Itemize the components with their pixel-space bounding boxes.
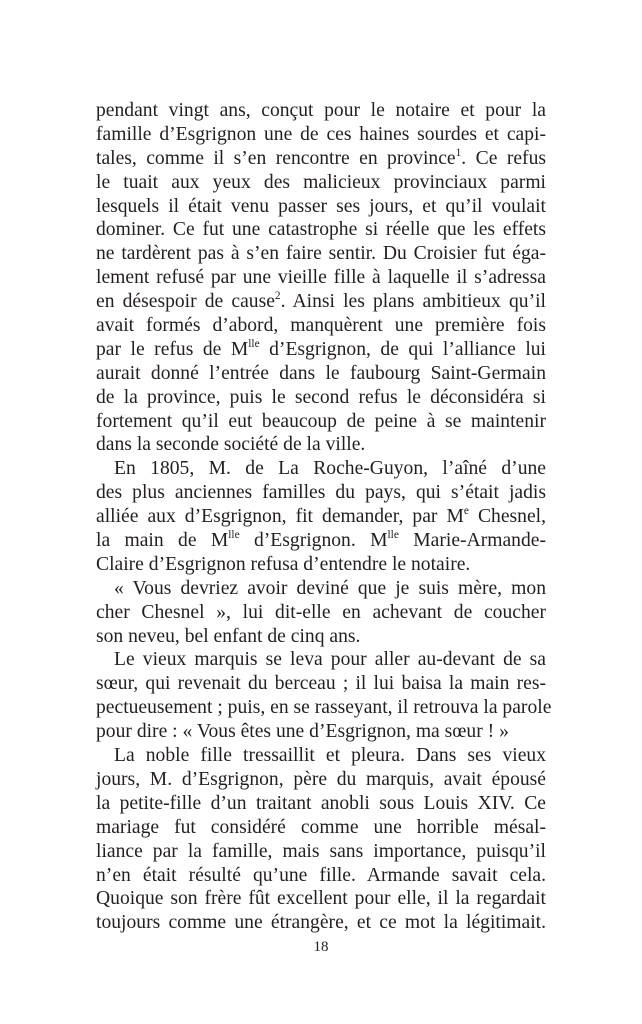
text-run: d’Esgrignon. M — [239, 530, 388, 552]
text-line — [96, 696, 552, 720]
text-run: par le refus de M — [96, 338, 249, 360]
text-run: pour dire : « Vous êtes une d’Esgrignon, ma sœur ! » — [96, 721, 509, 743]
text-run: liance par la famille, mais sans importance, puisqu’il — [96, 840, 546, 862]
text-run: dans la seconde société de la ville. — [96, 434, 366, 456]
text-line — [96, 864, 546, 888]
text-run: pectueusement ; puis, en se rasseyant, il retrouva la parole — [96, 697, 552, 719]
text-line — [96, 505, 546, 529]
text-line — [96, 672, 546, 696]
text-run: dominer. Ce fut une catastrophe si réelle que les effets — [96, 219, 546, 241]
text-run: des plus anciennes familles du pays, qui s’était jadis — [96, 482, 546, 504]
text-line — [96, 481, 546, 505]
text-run: de la province, puis le second refus le déconsidéra si — [96, 386, 546, 408]
text-line — [96, 457, 546, 481]
text-run: . Ce refus — [461, 147, 546, 169]
text-run: sœur, qui revenait du berceau ; il lui baisa la main res- — [96, 673, 546, 695]
text-line — [96, 195, 546, 219]
text-run: toujours comme une étrangère, et ce mot la légitimait. — [96, 912, 546, 934]
superscript: 2 — [274, 289, 281, 302]
text-line — [96, 290, 546, 314]
text-run: Marie-Armande- — [398, 530, 546, 552]
text-line — [96, 887, 546, 911]
text-line — [96, 171, 546, 195]
text-line — [96, 768, 546, 792]
text-line — [96, 242, 546, 266]
text-line — [96, 577, 546, 601]
text-run: tales, comme il s’en rencontre en province — [96, 147, 456, 169]
text-run: Quoique son frère fût excellent pour elle, il la regardait — [96, 888, 546, 910]
text-run: lement refusé par une vieille fille à laquelle il s’adressa — [96, 267, 546, 289]
text-line — [96, 99, 546, 123]
text-run: cher Chesnel », lui dit-elle en achevant de coucher — [96, 601, 546, 623]
text-run: Le vieux marquis se leva pour aller au-devant de sa — [114, 649, 546, 671]
text-run: mariage fut considéré comme une horrible mésal- — [96, 816, 546, 838]
text-run: Chesnel, — [468, 506, 546, 528]
text-run: alliée aux d’Esgrignon, fit demander, par M — [96, 506, 464, 528]
text-run: jours, M. d’Esgrignon, père du marquis, avait épousé — [96, 768, 546, 790]
text-run: n’en était résulté qu’une fille. Armande savait cela. — [96, 864, 546, 886]
superscript: 1 — [455, 146, 462, 159]
text-run: pendant vingt ans, conçut pour le notaire et pour la — [96, 100, 546, 121]
body-text — [96, 99, 552, 935]
text-run: . Ainsi les plans ambitieux qu’il — [280, 291, 546, 313]
text-line — [96, 648, 546, 672]
text-run: son neveu, bel enfant de cinq ans. — [96, 625, 361, 647]
superscript: lle — [228, 528, 240, 541]
text-run: avait formés d’abord, manquèrent une première fois — [96, 315, 546, 337]
text-run: la main de M — [96, 530, 229, 552]
text-run: Claire d’Esgrignon refusa d’entendre le notaire. — [96, 553, 471, 575]
superscript: lle — [387, 528, 399, 541]
superscript: e — [463, 504, 469, 517]
text-line — [96, 386, 546, 410]
text-line — [96, 123, 546, 147]
text-line — [96, 816, 546, 840]
superscript: lle — [248, 337, 260, 350]
text-line — [96, 601, 546, 625]
text-run: le tuait aux yeux des malicieux provinciaux parmi — [96, 171, 546, 193]
text-run: fortement qu’il eut beaucoup de peine à se maintenir — [96, 410, 546, 432]
text-line — [96, 410, 546, 434]
text-line — [96, 147, 546, 171]
text-run: famille d’Esgrignon une de ces haines sourdes et capi- — [96, 123, 546, 145]
text-line — [96, 720, 546, 744]
text-line — [96, 911, 546, 935]
text-line — [96, 218, 546, 242]
text-run: d’Esgrignon, de qui l’alliance lui — [259, 338, 547, 360]
text-run: « Vous devriez avoir deviné que je suis mère, mon — [114, 577, 546, 599]
text-run: La noble fille tressaillit et pleura. Dans ses vieux — [114, 745, 546, 767]
text-line — [96, 792, 546, 816]
text-run: En 1805, M. de La Roche-Guyon, l’aîné d’une — [114, 458, 546, 480]
text-line — [96, 553, 546, 577]
text-line — [96, 840, 546, 864]
text-line — [96, 625, 546, 649]
text-line — [96, 266, 546, 290]
text-run: ne tardèrent pas à s’en faire sentir. Du Croisier fut éga- — [96, 243, 546, 265]
text-line — [96, 529, 546, 553]
text-line — [96, 314, 546, 338]
text-line — [96, 362, 546, 386]
text-run: la petite-fille d’un traitant anobli sous Louis XIV. Ce — [96, 792, 546, 814]
text-run: lesquels il était venu passer ses jours, et qu’il voulait — [96, 195, 546, 217]
text-run: aurait donné l’entrée dans le faubourg Saint-Germain — [96, 362, 546, 384]
text-run: en désespoir de cause — [96, 291, 275, 313]
text-line — [96, 744, 546, 768]
text-line — [96, 433, 546, 457]
text-line — [96, 338, 546, 362]
page-number: 18 — [313, 939, 329, 955]
